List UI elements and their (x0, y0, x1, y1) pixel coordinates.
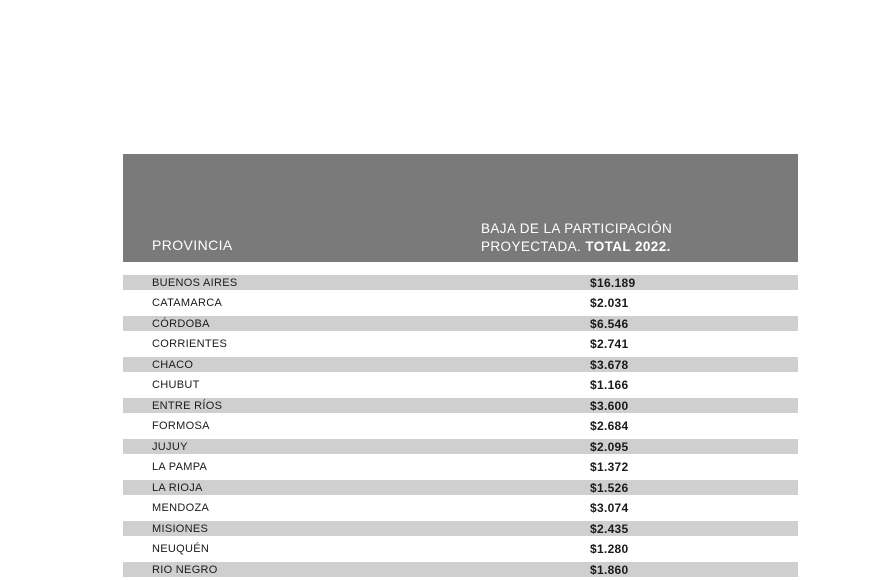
value-header-line1: BAJA DE LA PARTICIPACIÓN (481, 221, 673, 236)
table-row (123, 539, 798, 560)
table-row (123, 457, 798, 478)
province-value: $1.526 (590, 480, 629, 495)
table-header (123, 154, 798, 262)
province-name: MENDOZA (152, 501, 210, 514)
table-row (123, 316, 798, 331)
province-value: $2.435 (590, 521, 629, 536)
province-name: CATAMARCA (152, 296, 223, 309)
table-row (123, 439, 798, 454)
participation-table (123, 154, 798, 580)
table-row (123, 498, 798, 519)
province-value: $1.280 (590, 541, 629, 556)
value-header-line2-text: PROYECTADA. (481, 239, 582, 254)
value-column-header (481, 220, 672, 256)
province-value: $3.678 (590, 357, 629, 372)
province-value: $2.095 (590, 439, 629, 454)
province-column-header: PROVINCIA (152, 237, 233, 253)
table-row (123, 293, 798, 314)
table-row (123, 357, 798, 372)
province-name: NEUQUÉN (152, 542, 210, 555)
province-value: $1.372 (590, 459, 629, 474)
province-name: MISIONES (152, 522, 209, 535)
table-body (123, 275, 798, 577)
table-row (123, 521, 798, 536)
province-name: CHUBUT (152, 378, 200, 391)
province-name: BUENOS AIRES (152, 276, 238, 289)
province-name: ENTRE RÍOS (152, 399, 223, 412)
province-value: $2.741 (590, 336, 629, 351)
province-value: $2.684 (590, 418, 629, 433)
table-row (123, 334, 798, 355)
province-value: $3.074 (590, 500, 629, 515)
table-row (123, 562, 798, 577)
province-value: $1.166 (590, 377, 629, 392)
table-row (123, 398, 798, 413)
province-value: $2.031 (590, 295, 629, 310)
table-row (123, 375, 798, 396)
table-row (123, 416, 798, 437)
province-name: CORRIENTES (152, 337, 228, 350)
province-value: $1.860 (590, 562, 629, 577)
province-value: $3.600 (590, 398, 629, 413)
province-name: JUJUY (152, 440, 188, 453)
province-name: LA PAMPA (152, 460, 208, 473)
province-name: CHACO (152, 358, 194, 371)
province-name: FORMOSA (152, 419, 210, 432)
province-name: LA RIOJA (152, 481, 203, 494)
province-name: RIO NEGRO (152, 563, 218, 576)
table-row (123, 480, 798, 495)
value-header-line2 (481, 238, 672, 256)
province-value: $6.546 (590, 316, 629, 331)
value-header-total: TOTAL 2022. (585, 239, 671, 254)
table-row (123, 275, 798, 290)
province-name: CÓRDOBA (152, 317, 210, 330)
province-value: $16.189 (590, 275, 636, 290)
